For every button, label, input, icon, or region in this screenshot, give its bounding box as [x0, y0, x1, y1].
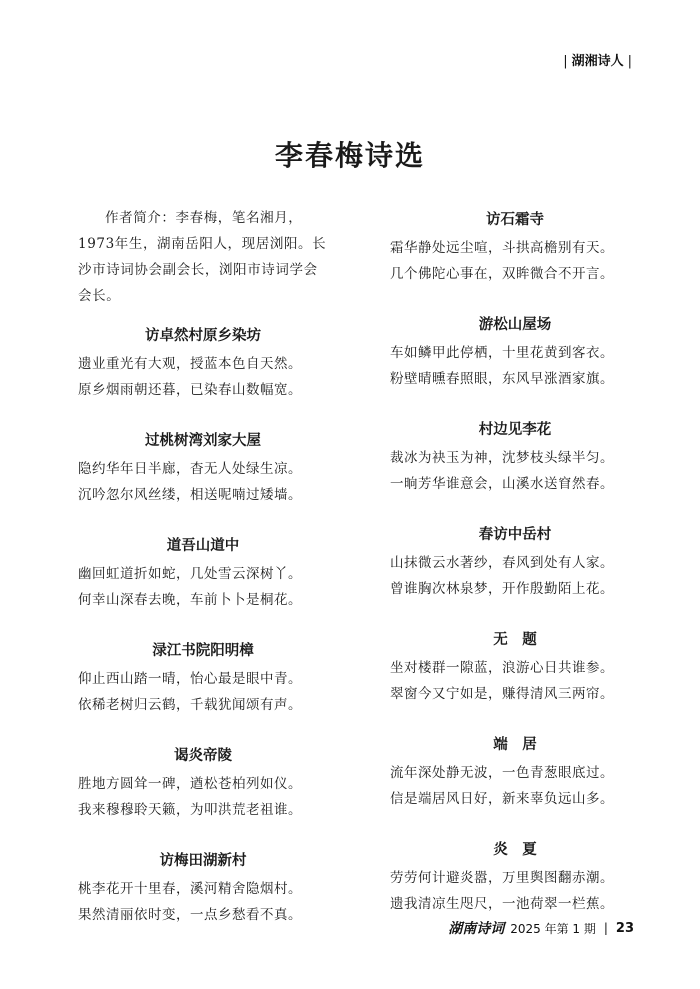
- poem-line: 车如鳞甲此停栖，十里花黄到客衣。: [390, 345, 614, 361]
- poem-line: 桃李花开十里春，溪河精舍隐烟村。: [78, 881, 302, 897]
- poem: [78, 426, 328, 531]
- page-number: 23: [615, 920, 634, 936]
- poem-title: 谒炎帝陵: [174, 748, 232, 764]
- left-column: [78, 205, 328, 951]
- poem: [390, 205, 640, 310]
- section-tag-label: 湖湘诗人: [571, 54, 624, 69]
- poem-line: 隐约华年日半廊，杳无人处绿生凉。: [78, 461, 302, 477]
- poem: [390, 415, 640, 520]
- poem-line: 何幸山深春去晚，车前卜卜是桐花。: [78, 592, 302, 608]
- poem: [390, 310, 640, 415]
- poem-line: 一晌芳华谁意会，山溪水送窅然春。: [390, 476, 614, 492]
- poem-title: 道吾山道中: [166, 538, 240, 554]
- poem-line: 曾谁胸次林泉梦，开作殷勤陌上花。: [390, 581, 614, 597]
- poem-title: 访卓然村原乡染坊: [145, 328, 261, 344]
- poem-line: 胜地方圆耸一碑，遒松苍柏列如仪。: [78, 776, 302, 792]
- poem: [78, 321, 328, 426]
- poem-title: 渌江书院阳明樟: [152, 643, 254, 659]
- poem-title: 炎 夏: [493, 842, 537, 858]
- poem-title: 访石霜寺: [486, 212, 544, 228]
- poem: [78, 636, 328, 741]
- page-footer: 湖南诗词 2025 年第 1 期 | 23: [448, 918, 634, 938]
- section-tag: | 湖湘诗人 |: [563, 54, 632, 69]
- poem-title: 端 居: [493, 737, 537, 753]
- poem-line: 裁冰为袂玉为神，沈梦枝头绿半匀。: [390, 450, 614, 466]
- poem-title: 无 题: [493, 632, 537, 648]
- poem-line: 依稀老树归云鹤，千载犹闻颂有声。: [78, 697, 302, 713]
- poem-title: 游松山屋场: [478, 317, 552, 333]
- poem-line: 粉壁晴曛春照眼，东风早涨酒家旗。: [390, 371, 614, 387]
- poem-title: 访梅田湖新村: [159, 853, 247, 869]
- poem-line: 霜华静处远尘喧，斗拱高檐别有天。: [390, 240, 614, 256]
- poem-title: 村边见李花: [478, 422, 552, 438]
- left-poem-list: [78, 321, 328, 951]
- poem-line: 几个佛陀心事在，双眸微合不开言。: [390, 266, 614, 282]
- poem-line: 信是端居风日好，新来辜负远山多。: [390, 791, 614, 807]
- poem-line: 劳劳何计避炎嚣，万里舆图翻赤潮。: [390, 870, 614, 886]
- right-poem-list: [390, 205, 640, 940]
- poem-line: 沉吟忽尔风丝缕，相送呢喃过矮墙。: [78, 487, 302, 503]
- poem-line: 遗我清凉生咫尺，一池荷翠一栏蕉。: [390, 896, 614, 912]
- poem-line: 仰止西山踏一晴，怡心最是眼中青。: [78, 671, 302, 687]
- poem-line: 原乡烟雨朝还暮，已染春山数幅宽。: [78, 382, 302, 398]
- poem: [78, 531, 328, 636]
- poem-title: 春访中岳村: [478, 527, 552, 543]
- poem-line: 我来穆穆聆天籁，为叩洪荒老祖谁。: [78, 802, 302, 818]
- poem-line: 流年深处静无波，一色青葱眼底过。: [390, 765, 614, 781]
- poem-line: 翠窗今又宁如是，赚得清风三两帘。: [390, 686, 614, 702]
- poem: [390, 730, 640, 835]
- poem-title: 过桃树湾刘家大屋: [145, 433, 261, 449]
- page-title: 李春梅诗选: [274, 139, 425, 172]
- poem-line: 坐对楼群一隙蓝，浪游心日共谁参。: [390, 660, 614, 676]
- poem: [390, 625, 640, 730]
- poem-line: 遗业重光有大观，授蓝本色自天然。: [78, 356, 302, 372]
- poem: [78, 741, 328, 846]
- issue-label: 2025 年第 1 期: [510, 921, 596, 936]
- poem: [390, 520, 640, 625]
- poem-line: 山抹微云水著纱，春风到处有人家。: [390, 555, 614, 571]
- poem-line: 幽回虹道折如蛇，几处雪云深树丫。: [78, 566, 302, 582]
- author-intro: 作者简介：李春梅，笔名湘月，1973年生，湖南岳阳人，现居浏阳。长沙市诗词协会副会长，浏阳市诗词学会会长。: [78, 210, 327, 304]
- magazine-logo: 湖南诗词: [448, 921, 505, 937]
- poem-line: 果然清丽依时变，一点乡愁看不真。: [78, 907, 302, 923]
- right-column: [390, 205, 640, 940]
- poem: [78, 846, 328, 951]
